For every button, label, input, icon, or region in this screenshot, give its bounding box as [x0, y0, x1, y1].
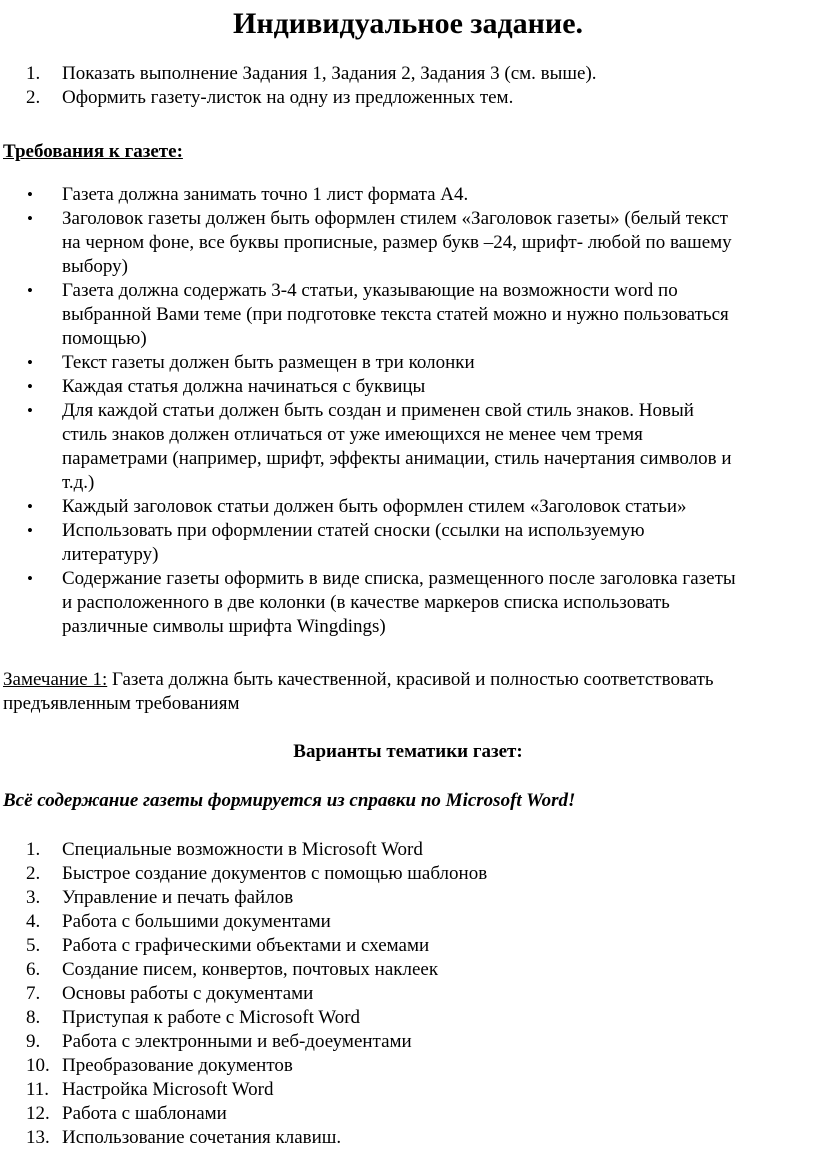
task-list — [0, 62, 816, 110]
requirement-item — [0, 183, 816, 207]
list-number: 12. — [26, 1103, 50, 1124]
topic-text: Работа с большими документами — [62, 911, 331, 932]
requirements-list — [0, 183, 816, 639]
requirement-line: выбранной Вами теме (при подготовке текста статей можно и нужно пользоваться — [62, 304, 729, 325]
requirement-line: помощью) — [62, 328, 147, 349]
topic-item — [0, 982, 816, 1006]
topic-text: Создание писем, конвертов, почтовых наклеек — [62, 959, 439, 980]
requirement-line: Каждая статья должна начинаться с буквицы — [62, 376, 426, 397]
topic-text: Преобразование документов — [62, 1055, 293, 1076]
requirement-text — [62, 519, 808, 567]
bullet-icon: • — [27, 281, 33, 300]
topic-text: Работа с шаблонами — [62, 1103, 227, 1124]
requirement-line: Содержание газеты оформить в виде списка, размещенного после заголовка газеты — [62, 568, 736, 589]
topic-item — [0, 862, 816, 886]
topic-item — [0, 1078, 816, 1102]
requirement-text — [62, 351, 808, 375]
list-number: 5. — [26, 935, 41, 956]
requirement-item — [0, 495, 816, 519]
topic-text: Приступая к работе с Microsoft Word — [62, 1007, 361, 1028]
topic-item — [0, 1126, 816, 1150]
bullet-icon: • — [27, 209, 33, 228]
task-text: Оформить газету-листок на одну из предложенных тем. — [62, 87, 514, 108]
bullet-icon: • — [27, 377, 33, 396]
page-title: Индивидуальное задание. — [232, 7, 584, 40]
requirement-line: стиль знаков должен отличаться от уже имеющихся не менее чем тремя — [62, 424, 643, 445]
list-number: 4. — [26, 911, 41, 932]
list-number: 3. — [26, 887, 41, 908]
requirement-line: выбору) — [62, 256, 128, 277]
requirement-line: на черном фоне, все буквы прописные, размер букв –24, шрифт- любой по вашему — [62, 232, 732, 253]
topic-text: Основы работы с документами — [62, 983, 314, 1004]
topic-text: Быстрое создание документов с помощью шаблонов — [62, 863, 488, 884]
list-number: 9. — [26, 1031, 41, 1052]
requirement-line: Газета должна содержать 3-4 статьи, указывающие на возможности word по — [62, 280, 678, 301]
list-number: 1. — [26, 839, 41, 860]
topics-list — [0, 838, 816, 1150]
bullet-icon: • — [27, 521, 33, 540]
requirement-item — [0, 375, 816, 399]
topic-item — [0, 1006, 816, 1030]
topic-text: Работа с электронными и веб-доеументами — [62, 1031, 412, 1052]
list-number: 1. — [26, 63, 41, 84]
requirement-item — [0, 399, 816, 495]
requirement-line: и расположенного в две колонки (в качестве маркеров списка использовать — [62, 592, 670, 613]
requirement-text — [62, 567, 808, 639]
list-number: 7. — [26, 983, 41, 1004]
bullet-icon: • — [27, 497, 33, 516]
requirement-line: Для каждой статьи должен быть создан и применен свой стиль знаков. Новый — [62, 400, 694, 421]
topic-item — [0, 910, 816, 934]
list-number: 2. — [26, 863, 41, 884]
list-number: 6. — [26, 959, 41, 980]
topic-text: Управление и печать файлов — [62, 887, 294, 908]
task-text: Показать выполнение Задания 1, Задания 2, Задания 3 (см. выше). — [62, 63, 597, 84]
list-number: 10. — [26, 1055, 50, 1076]
topic-item — [0, 886, 816, 910]
task-item — [0, 62, 816, 86]
requirement-line: литературу) — [62, 544, 159, 565]
topic-item — [0, 1030, 816, 1054]
requirement-text — [62, 495, 808, 519]
requirement-item — [0, 567, 816, 639]
note-text: Газета должна быть качественной, красивой и полностью соответствовать — [107, 669, 714, 690]
bullet-icon: • — [27, 185, 33, 204]
topic-item — [0, 1054, 816, 1078]
requirement-text — [62, 207, 808, 279]
topic-item — [0, 1102, 816, 1126]
requirement-text — [62, 183, 808, 207]
note-text-continued: предъявленным требованиям — [3, 693, 240, 714]
topic-item — [0, 958, 816, 982]
topic-item — [0, 838, 816, 862]
list-number: 13. — [26, 1127, 50, 1148]
requirement-text — [62, 279, 808, 351]
bullet-icon: • — [27, 401, 33, 420]
requirement-line: Использовать при оформлении статей сноски (ссылки на используемую — [62, 520, 645, 541]
requirement-item — [0, 351, 816, 375]
requirement-line: т.д.) — [62, 472, 95, 493]
note-paragraph — [3, 668, 803, 716]
requirement-line: Каждый заголовок статьи должен быть оформлен стилем «Заголовок статьи» — [62, 496, 687, 517]
requirement-item — [0, 519, 816, 567]
requirement-text — [62, 399, 808, 495]
requirement-line: Текст газеты должен быть размещен в три колонки — [62, 352, 475, 373]
topic-text: Специальные возможности в Microsoft Word — [62, 839, 423, 860]
requirement-item — [0, 279, 816, 351]
bullet-icon: • — [27, 353, 33, 372]
topic-text: Настройка Microsoft Word — [62, 1079, 274, 1100]
bullet-icon: • — [27, 569, 33, 588]
task-item — [0, 86, 816, 110]
requirement-line: параметрами (например, шрифт, эффекты анимации, стиль начертания символов и — [62, 448, 732, 469]
requirement-line: Газета должна занимать точно 1 лист формата А4. — [62, 184, 469, 205]
requirement-text — [62, 375, 808, 399]
list-number: 11. — [26, 1079, 50, 1100]
requirement-line: различные символы шрифта Wingdings) — [62, 616, 386, 637]
variants-heading: Варианты тематики газет: — [293, 741, 523, 762]
topic-item — [0, 934, 816, 958]
requirements-heading: Требования к газете: — [3, 141, 183, 162]
italic-note: Всё содержание газеты формируется из справки по Microsoft Word! — [3, 790, 576, 811]
list-number: 8. — [26, 1007, 41, 1028]
note-label: Замечание 1: — [3, 669, 108, 690]
list-number: 2. — [26, 87, 41, 108]
topic-text: Использование сочетания клавиш. — [62, 1127, 342, 1148]
requirement-item — [0, 207, 816, 279]
requirement-line: Заголовок газеты должен быть оформлен стилем «Заголовок газеты» (белый текст — [62, 208, 728, 229]
topic-text: Работа с графическими объектами и схемами — [62, 935, 430, 956]
